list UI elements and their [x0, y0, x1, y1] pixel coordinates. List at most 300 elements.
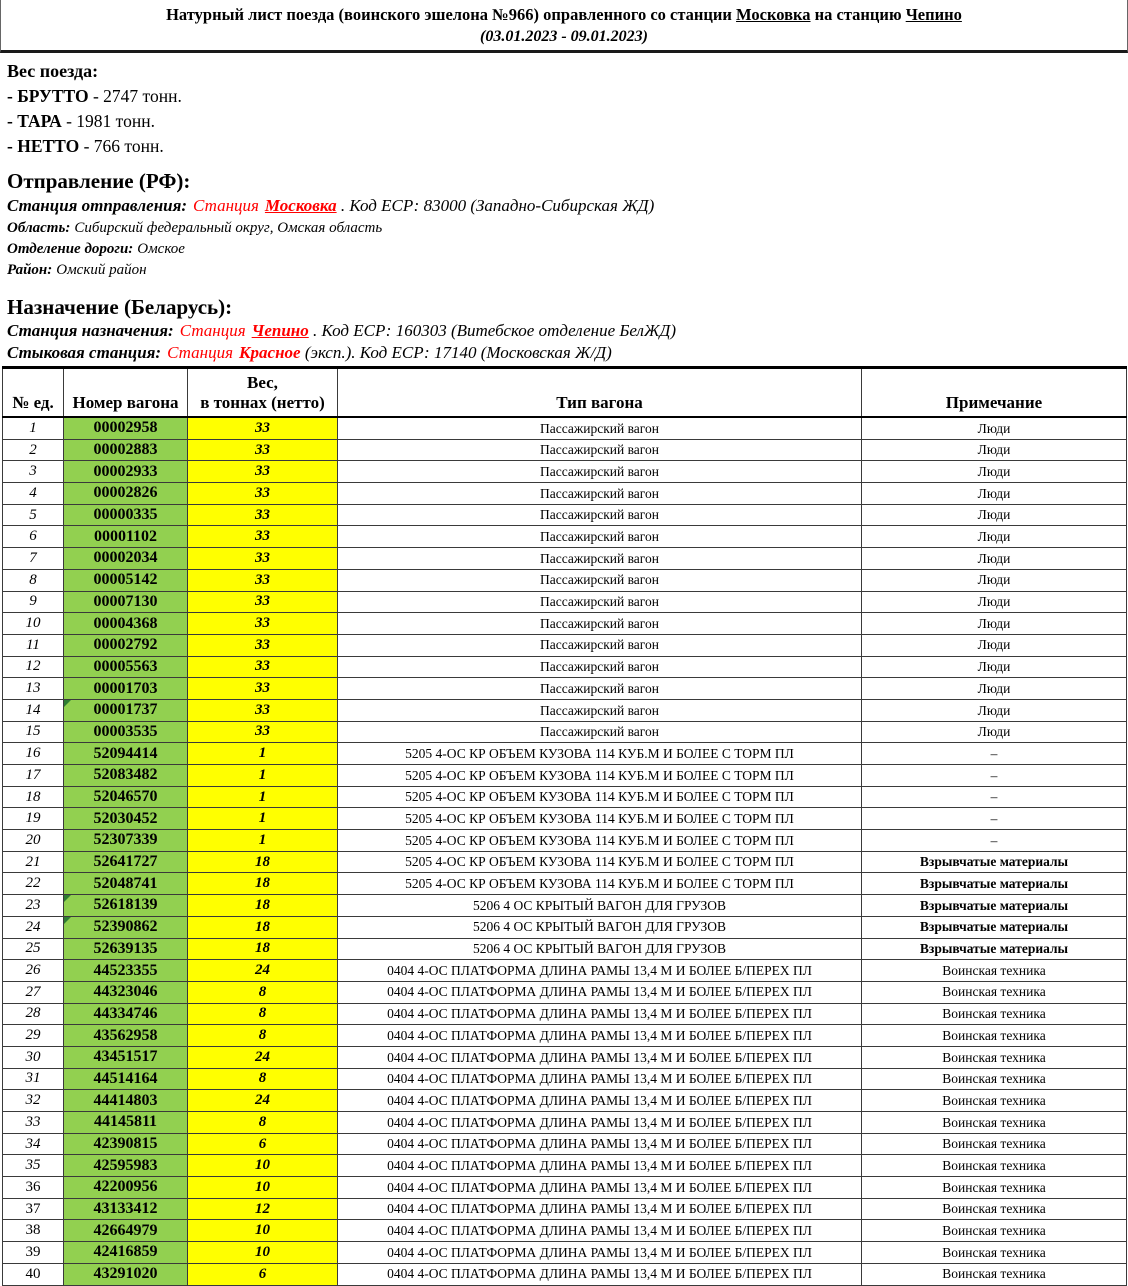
cell-weight-net: 18 [188, 895, 338, 917]
cell-wagon-number: 52094414 [64, 743, 188, 765]
cell-wagon-number: 00002958 [64, 417, 188, 439]
cell-unit-number: 11 [3, 634, 64, 656]
title-text: Натурный лист поезда (воинского эшелона №966) оправленного со станции [166, 5, 737, 24]
cell-weight-net: 33 [188, 483, 338, 505]
cell-unit-number: 25 [3, 938, 64, 960]
cell-wagon-number: 43451517 [64, 1046, 188, 1068]
header-weight-line1: Вес, [247, 373, 278, 392]
cell-weight-net: 33 [188, 678, 338, 700]
cell-unit-number: 37 [3, 1198, 64, 1220]
cell-unit-number: 7 [3, 548, 64, 570]
cell-wagon-number: 52046570 [64, 786, 188, 808]
cell-weight-net: 8 [188, 1003, 338, 1025]
weight-item-brutto [7, 84, 1128, 109]
cell-wagon-number: 00007130 [64, 591, 188, 613]
cell-wagon-type: 5205 4-ОС КР ОБЪЕМ КУЗОВА 114 КУБ.М И БОЛЕЕ С ТОРМ ПЛ [338, 786, 862, 808]
table-row [3, 569, 1127, 591]
cell-wagon-type: Пассажирский вагон [338, 613, 862, 635]
wagon-table-body [3, 417, 1127, 1285]
cell-wagon-type: Пассажирский вагон [338, 634, 862, 656]
cell-note: Люди [862, 613, 1127, 635]
cell-note: Воинская техника [862, 1198, 1127, 1220]
cell-note: Воинская техника [862, 1133, 1127, 1155]
departure-station-name: Московка [264, 196, 337, 215]
cell-wagon-number: 00002933 [64, 461, 188, 483]
cell-wagon-number: 44414803 [64, 1090, 188, 1112]
table-row [3, 634, 1127, 656]
cell-note: Воинская техника [862, 1003, 1127, 1025]
cell-wagon-type: 0404 4-ОС ПЛАТФОРМА ДЛИНА РАМЫ 13,4 М И БОЛЕЕ Б/ПЕРЕХ ПЛ [338, 1242, 862, 1264]
cell-unit-number: 8 [3, 569, 64, 591]
weight-value: - 766 тонн. [79, 136, 164, 156]
cell-weight-net: 1 [188, 830, 338, 852]
cell-wagon-number: 44514164 [64, 1068, 188, 1090]
cell-wagon-type: 0404 4-ОС ПЛАТФОРМА ДЛИНА РАМЫ 13,4 М И БОЛЕЕ Б/ПЕРЕХ ПЛ [338, 1003, 862, 1025]
cell-unit-number: 29 [3, 1025, 64, 1047]
table-row [3, 678, 1127, 700]
cell-wagon-type: 0404 4-ОС ПЛАТФОРМА ДЛИНА РАМЫ 13,4 М И БОЛЕЕ Б/ПЕРЕХ ПЛ [338, 1220, 862, 1242]
cell-unit-number: 18 [3, 786, 64, 808]
table-row [3, 1090, 1127, 1112]
cell-unit-number: 35 [3, 1155, 64, 1177]
weight-label: - БРУТТО [7, 86, 89, 106]
cell-weight-net: 8 [188, 1068, 338, 1090]
cell-weight-net: 33 [188, 613, 338, 635]
cell-wagon-number: 00004368 [64, 613, 188, 635]
field-label: Стыковая станция: [7, 342, 162, 362]
cell-wagon-number: 00002883 [64, 439, 188, 461]
field-value: Омский район [56, 262, 147, 278]
cell-wagon-type: 0404 4-ОС ПЛАТФОРМА ДЛИНА РАМЫ 13,4 М И БОЛЕЕ Б/ПЕРЕХ ПЛ [338, 1068, 862, 1090]
cell-unit-number: 21 [3, 851, 64, 873]
table-row [3, 1263, 1127, 1285]
table-row [3, 743, 1127, 765]
cell-wagon-number: 44323046 [64, 981, 188, 1003]
table-row [3, 873, 1127, 895]
cell-unit-number: 15 [3, 721, 64, 743]
cell-wagon-number: 42664979 [64, 1220, 188, 1242]
cell-wagon-type: Пассажирский вагон [338, 548, 862, 570]
table-header-row [3, 368, 1127, 418]
cell-weight-net: 33 [188, 634, 338, 656]
cell-wagon-type: 0404 4-ОС ПЛАТФОРМА ДЛИНА РАМЫ 13,4 М И БОЛЕЕ Б/ПЕРЕХ ПЛ [338, 1155, 862, 1177]
table-row [3, 808, 1127, 830]
station-code-text: . Код ЕСР: 160303 (Витебское отделение БелЖД) [308, 321, 677, 340]
cell-wagon-number: 00005142 [64, 569, 188, 591]
cell-unit-number: 27 [3, 981, 64, 1003]
cell-corner-marker-icon [64, 917, 71, 924]
cell-weight-net: 33 [188, 569, 338, 591]
cell-wagon-type: 5205 4-ОС КР ОБЪЕМ КУЗОВА 114 КУБ.М И БОЛЕЕ С ТОРМ ПЛ [338, 765, 862, 787]
cell-unit-number: 30 [3, 1046, 64, 1068]
cell-weight-net: 1 [188, 786, 338, 808]
table-row [3, 1003, 1127, 1025]
table-row [3, 1046, 1127, 1068]
cell-note: Взрывчатые материалы [862, 895, 1127, 917]
field-label: Район: [7, 262, 53, 278]
cell-wagon-type: 5206 4 ОС КРЫТЫЙ ВАГОН ДЛЯ ГРУЗОВ [338, 895, 862, 917]
table-row [3, 613, 1127, 635]
table-row [3, 1220, 1127, 1242]
cell-wagon-type: Пассажирский вагон [338, 721, 862, 743]
cell-weight-net: 10 [188, 1155, 338, 1177]
cell-note: Люди [862, 548, 1127, 570]
cell-note: Люди [862, 591, 1127, 613]
cell-note: – [862, 765, 1127, 787]
document-title [1, 5, 1127, 25]
header-cell-wagon-type: Тип вагона [338, 368, 862, 418]
document-body [0, 59, 1128, 363]
cell-corner-marker-icon [64, 700, 71, 707]
table-row [3, 851, 1127, 873]
table-row [3, 981, 1127, 1003]
cell-wagon-type: Пассажирский вагон [338, 461, 862, 483]
cell-note: Взрывчатые материалы [862, 851, 1127, 873]
train-weight-section [7, 59, 1128, 159]
table-row [3, 786, 1127, 808]
departure-heading: Отправление (РФ): [7, 169, 191, 193]
cell-unit-number: 9 [3, 591, 64, 613]
cell-weight-net: 24 [188, 960, 338, 982]
cell-unit-number: 22 [3, 873, 64, 895]
cell-unit-number: 39 [3, 1242, 64, 1264]
cell-note: Люди [862, 569, 1127, 591]
cell-note: Взрывчатые материалы [862, 873, 1127, 895]
cell-unit-number: 16 [3, 743, 64, 765]
cell-wagon-number: 00005563 [64, 656, 188, 678]
cell-wagon-type: Пассажирский вагон [338, 678, 862, 700]
cell-wagon-number: 44145811 [64, 1112, 188, 1134]
cell-unit-number: 5 [3, 504, 64, 526]
cell-wagon-number: 00001737 [64, 699, 188, 721]
cell-note: Люди [862, 526, 1127, 548]
cell-wagon-type: 0404 4-ОС ПЛАТФОРМА ДЛИНА РАМЫ 13,4 М И БОЛЕЕ Б/ПЕРЕХ ПЛ [338, 1198, 862, 1220]
field-label: Станция назначения: [7, 321, 174, 340]
cell-weight-net: 18 [188, 938, 338, 960]
cell-note: Воинская техника [862, 1177, 1127, 1199]
cell-wagon-type: 0404 4-ОС ПЛАТФОРМА ДЛИНА РАМЫ 13,4 М И БОЛЕЕ Б/ПЕРЕХ ПЛ [338, 981, 862, 1003]
table-row [3, 504, 1127, 526]
table-row [3, 830, 1127, 852]
cell-weight-net: 1 [188, 808, 338, 830]
cell-wagon-number: 52307339 [64, 830, 188, 852]
station-code-text: . Код ЕСР: 83000 (Западно-Сибирская ЖД) [336, 196, 655, 215]
departure-station-line [7, 194, 1128, 218]
cell-weight-net: 24 [188, 1090, 338, 1112]
header-cell-weight [188, 368, 338, 418]
table-row [3, 526, 1127, 548]
district-line [7, 260, 1128, 281]
table-row [3, 656, 1127, 678]
table-row [3, 591, 1127, 613]
destination-station-name: Чепино [251, 321, 309, 340]
cell-note: – [862, 786, 1127, 808]
cell-note: Взрывчатые материалы [862, 938, 1127, 960]
cell-wagon-type: 0404 4-ОС ПЛАТФОРМА ДЛИНА РАМЫ 13,4 М И БОЛЕЕ Б/ПЕРЕХ ПЛ [338, 1112, 862, 1134]
cell-wagon-type: 0404 4-ОС ПЛАТФОРМА ДЛИНА РАМЫ 13,4 М И БОЛЕЕ Б/ПЕРЕХ ПЛ [338, 1177, 862, 1199]
cell-weight-net: 6 [188, 1133, 338, 1155]
cell-wagon-type: Пассажирский вагон [338, 526, 862, 548]
cell-weight-net: 33 [188, 656, 338, 678]
cell-note: Люди [862, 699, 1127, 721]
cell-wagon-type: 0404 4-ОС ПЛАТФОРМА ДЛИНА РАМЫ 13,4 М И БОЛЕЕ Б/ПЕРЕХ ПЛ [338, 1046, 862, 1068]
field-value: Сибирский федеральный округ, Омская область [74, 220, 383, 236]
cell-wagon-number: 52390862 [64, 916, 188, 938]
cell-unit-number: 14 [3, 699, 64, 721]
cell-weight-net: 33 [188, 417, 338, 439]
cell-weight-net: 33 [188, 721, 338, 743]
cell-wagon-number: 52641727 [64, 851, 188, 873]
table-row [3, 461, 1127, 483]
title-box [0, 0, 1128, 53]
cell-wagon-type: 5206 4 ОС КРЫТЫЙ ВАГОН ДЛЯ ГРУЗОВ [338, 938, 862, 960]
junction-station-name: Красное [239, 342, 301, 362]
cell-wagon-number: 00002034 [64, 548, 188, 570]
cell-note: Воинская техника [862, 960, 1127, 982]
table-row [3, 1242, 1127, 1264]
cell-wagon-type: 0404 4-ОС ПЛАТФОРМА ДЛИНА РАМЫ 13,4 М И БОЛЕЕ Б/ПЕРЕХ ПЛ [338, 960, 862, 982]
cell-wagon-type: 0404 4-ОС ПЛАТФОРМА ДЛИНА РАМЫ 13,4 М И БОЛЕЕ Б/ПЕРЕХ ПЛ [338, 1263, 862, 1285]
junction-station-line [7, 342, 1128, 364]
cell-note: Люди [862, 721, 1127, 743]
cell-weight-net: 24 [188, 1046, 338, 1068]
cell-note: Воинская техника [862, 1220, 1127, 1242]
cell-wagon-type: 5205 4-ОС КР ОБЪЕМ КУЗОВА 114 КУБ.М И БОЛЕЕ С ТОРМ ПЛ [338, 851, 862, 873]
table-row [3, 1155, 1127, 1177]
cell-note: Воинская техника [862, 1068, 1127, 1090]
field-label: Станция отправления: [7, 196, 188, 215]
cell-wagon-type: 0404 4-ОС ПЛАТФОРМА ДЛИНА РАМЫ 13,4 М И БОЛЕЕ Б/ПЕРЕХ ПЛ [338, 1133, 862, 1155]
table-row [3, 417, 1127, 439]
wagon-table [2, 366, 1127, 1286]
cell-note: Воинская техника [862, 1046, 1127, 1068]
cell-weight-net: 33 [188, 439, 338, 461]
cell-unit-number: 24 [3, 916, 64, 938]
cell-note: Воинская техника [862, 1025, 1127, 1047]
cell-unit-number: 6 [3, 526, 64, 548]
cell-note: Люди [862, 417, 1127, 439]
cell-note: Люди [862, 656, 1127, 678]
cell-wagon-type: 5205 4-ОС КР ОБЪЕМ КУЗОВА 114 КУБ.М И БОЛЕЕ С ТОРМ ПЛ [338, 808, 862, 830]
cell-wagon-number: 42595983 [64, 1155, 188, 1177]
table-row [3, 895, 1127, 917]
cell-unit-number: 20 [3, 830, 64, 852]
cell-wagon-number: 00000335 [64, 504, 188, 526]
cell-wagon-number: 00001703 [64, 678, 188, 700]
cell-wagon-number: 00001102 [64, 526, 188, 548]
cell-weight-net: 10 [188, 1242, 338, 1264]
cell-wagon-number: 00003535 [64, 721, 188, 743]
cell-unit-number: 17 [3, 765, 64, 787]
weight-value: - 2747 тонн. [88, 86, 182, 106]
destination-section [7, 294, 1128, 363]
cell-weight-net: 18 [188, 851, 338, 873]
cell-wagon-type: 5205 4-ОС КР ОБЪЕМ КУЗОВА 114 КУБ.М И БОЛЕЕ С ТОРМ ПЛ [338, 743, 862, 765]
cell-unit-number: 3 [3, 461, 64, 483]
cell-unit-number: 40 [3, 1263, 64, 1285]
cell-unit-number: 28 [3, 1003, 64, 1025]
header-cell-wagon-number: Номер вагона [64, 368, 188, 418]
title-station-to: Чепино [905, 5, 962, 24]
cell-wagon-number: 44334746 [64, 1003, 188, 1025]
table-row [3, 765, 1127, 787]
departure-section [7, 168, 1128, 281]
cell-wagon-type: Пассажирский вагон [338, 439, 862, 461]
cell-wagon-type: Пассажирский вагон [338, 483, 862, 505]
cell-wagon-type: 5205 4-ОС КР ОБЪЕМ КУЗОВА 114 КУБ.М И БОЛЕЕ С ТОРМ ПЛ [338, 873, 862, 895]
cell-note: Воинская техника [862, 1155, 1127, 1177]
cell-note: Воинская техника [862, 1090, 1127, 1112]
cell-wagon-type: Пассажирский вагон [338, 417, 862, 439]
cell-unit-number: 2 [3, 439, 64, 461]
cell-wagon-type: Пассажирский вагон [338, 656, 862, 678]
destination-heading: Назначение (Беларусь): [7, 295, 233, 319]
cell-note: – [862, 830, 1127, 852]
cell-wagon-number: 43562958 [64, 1025, 188, 1047]
title-mid-text: на станцию [810, 5, 906, 24]
cell-weight-net: 33 [188, 504, 338, 526]
cell-unit-number: 31 [3, 1068, 64, 1090]
cell-wagon-number: 42416859 [64, 1242, 188, 1264]
cell-note: Взрывчатые материалы [862, 916, 1127, 938]
cell-note: Люди [862, 439, 1127, 461]
station-code-text: (эксп.). Код ЕСР: 17140 (Московская Ж/Д) [300, 342, 612, 362]
weight-item-tara [7, 109, 1128, 134]
cell-unit-number: 13 [3, 678, 64, 700]
table-row [3, 938, 1127, 960]
cell-wagon-type: Пассажирский вагон [338, 569, 862, 591]
table-row [3, 1068, 1127, 1090]
cell-wagon-type: 5206 4 ОС КРЫТЫЙ ВАГОН ДЛЯ ГРУЗОВ [338, 916, 862, 938]
cell-wagon-number: 52639135 [64, 938, 188, 960]
cell-weight-net: 6 [188, 1263, 338, 1285]
header-weight-line2: в тоннах (нетто) [200, 393, 325, 412]
cell-note: Люди [862, 483, 1127, 505]
cell-unit-number: 23 [3, 895, 64, 917]
cell-wagon-number: 00002826 [64, 483, 188, 505]
cell-wagon-number: 00002792 [64, 634, 188, 656]
cell-unit-number: 34 [3, 1133, 64, 1155]
cell-note: Воинская техника [862, 1263, 1127, 1285]
cell-weight-net: 33 [188, 699, 338, 721]
cell-wagon-number: 52048741 [64, 873, 188, 895]
table-row [3, 1177, 1127, 1199]
cell-wagon-number: 52030452 [64, 808, 188, 830]
cell-note: Люди [862, 678, 1127, 700]
cell-wagon-type: 0404 4-ОС ПЛАТФОРМА ДЛИНА РАМЫ 13,4 М И БОЛЕЕ Б/ПЕРЕХ ПЛ [338, 1090, 862, 1112]
cell-unit-number: 32 [3, 1090, 64, 1112]
table-row [3, 483, 1127, 505]
table-row [3, 439, 1127, 461]
cell-unit-number: 4 [3, 483, 64, 505]
table-row [3, 916, 1127, 938]
cell-note: Люди [862, 461, 1127, 483]
table-row [3, 1025, 1127, 1047]
weight-value: - 1981 тонн. [61, 111, 155, 131]
table-row [3, 960, 1127, 982]
cell-weight-net: 18 [188, 873, 338, 895]
weight-section-heading: Вес поезда: [7, 61, 99, 81]
cell-wagon-number: 43133412 [64, 1198, 188, 1220]
cell-weight-net: 1 [188, 765, 338, 787]
field-label: Отделение дороги: [7, 241, 134, 257]
cell-wagon-number: 43291020 [64, 1263, 188, 1285]
cell-note: – [862, 743, 1127, 765]
cell-wagon-type: Пассажирский вагон [338, 504, 862, 526]
cell-weight-net: 12 [188, 1198, 338, 1220]
date-range: (03.01.2023 - 09.01.2023) [480, 28, 648, 45]
cell-wagon-number: 44523355 [64, 960, 188, 982]
weight-label: - НЕТТО [7, 136, 80, 156]
cell-unit-number: 26 [3, 960, 64, 982]
cell-corner-marker-icon [64, 895, 71, 902]
cell-weight-net: 18 [188, 916, 338, 938]
table-row [3, 1198, 1127, 1220]
field-label: Область: [7, 220, 71, 236]
field-value: Омское [137, 241, 185, 257]
cell-wagon-number: 42200956 [64, 1177, 188, 1199]
cell-weight-net: 8 [188, 1025, 338, 1047]
cell-note: Воинская техника [862, 1242, 1127, 1264]
cell-unit-number: 12 [3, 656, 64, 678]
weight-item-netto [7, 134, 1128, 159]
cell-wagon-type: 5205 4-ОС КР ОБЪЕМ КУЗОВА 114 КУБ.М И БОЛЕЕ С ТОРМ ПЛ [338, 830, 862, 852]
cell-note: Люди [862, 504, 1127, 526]
cell-weight-net: 33 [188, 591, 338, 613]
table-row [3, 699, 1127, 721]
cell-unit-number: 38 [3, 1220, 64, 1242]
table-row [3, 1133, 1127, 1155]
cell-unit-number: 36 [3, 1177, 64, 1199]
cell-wagon-number: 52618139 [64, 895, 188, 917]
cell-unit-number: 10 [3, 613, 64, 635]
cell-weight-net: 1 [188, 743, 338, 765]
table-row [3, 721, 1127, 743]
cell-note: Воинская техника [862, 981, 1127, 1003]
cell-weight-net: 10 [188, 1177, 338, 1199]
cell-note: – [862, 808, 1127, 830]
cell-weight-net: 10 [188, 1220, 338, 1242]
cell-weight-net: 8 [188, 981, 338, 1003]
cell-note: Воинская техника [862, 1112, 1127, 1134]
title-station-from: Московка [736, 5, 811, 24]
station-word: Станция [167, 342, 233, 362]
cell-note: Люди [862, 634, 1127, 656]
station-word: Станция [179, 321, 246, 340]
cell-weight-net: 33 [188, 526, 338, 548]
cell-unit-number: 19 [3, 808, 64, 830]
header-cell-note: Примечание [862, 368, 1127, 418]
weight-label: - ТАРА [7, 111, 62, 131]
division-line [7, 239, 1128, 260]
cell-wagon-type: 0404 4-ОС ПЛАТФОРМА ДЛИНА РАМЫ 13,4 М И БОЛЕЕ Б/ПЕРЕХ ПЛ [338, 1025, 862, 1047]
region-line [7, 218, 1128, 239]
station-word: Станция [193, 196, 259, 215]
cell-weight-net: 33 [188, 548, 338, 570]
cell-wagon-number: 42390815 [64, 1133, 188, 1155]
destination-station-line [7, 320, 1128, 342]
cell-unit-number: 33 [3, 1112, 64, 1134]
header-cell-unit-number: № ед. [3, 368, 64, 418]
table-row [3, 548, 1127, 570]
cell-wagon-type: Пассажирский вагон [338, 699, 862, 721]
cell-wagon-number: 52083482 [64, 765, 188, 787]
table-row [3, 1112, 1127, 1134]
cell-wagon-type: Пассажирский вагон [338, 591, 862, 613]
cell-weight-net: 8 [188, 1112, 338, 1134]
cell-weight-net: 33 [188, 461, 338, 483]
cell-unit-number: 1 [3, 417, 64, 439]
